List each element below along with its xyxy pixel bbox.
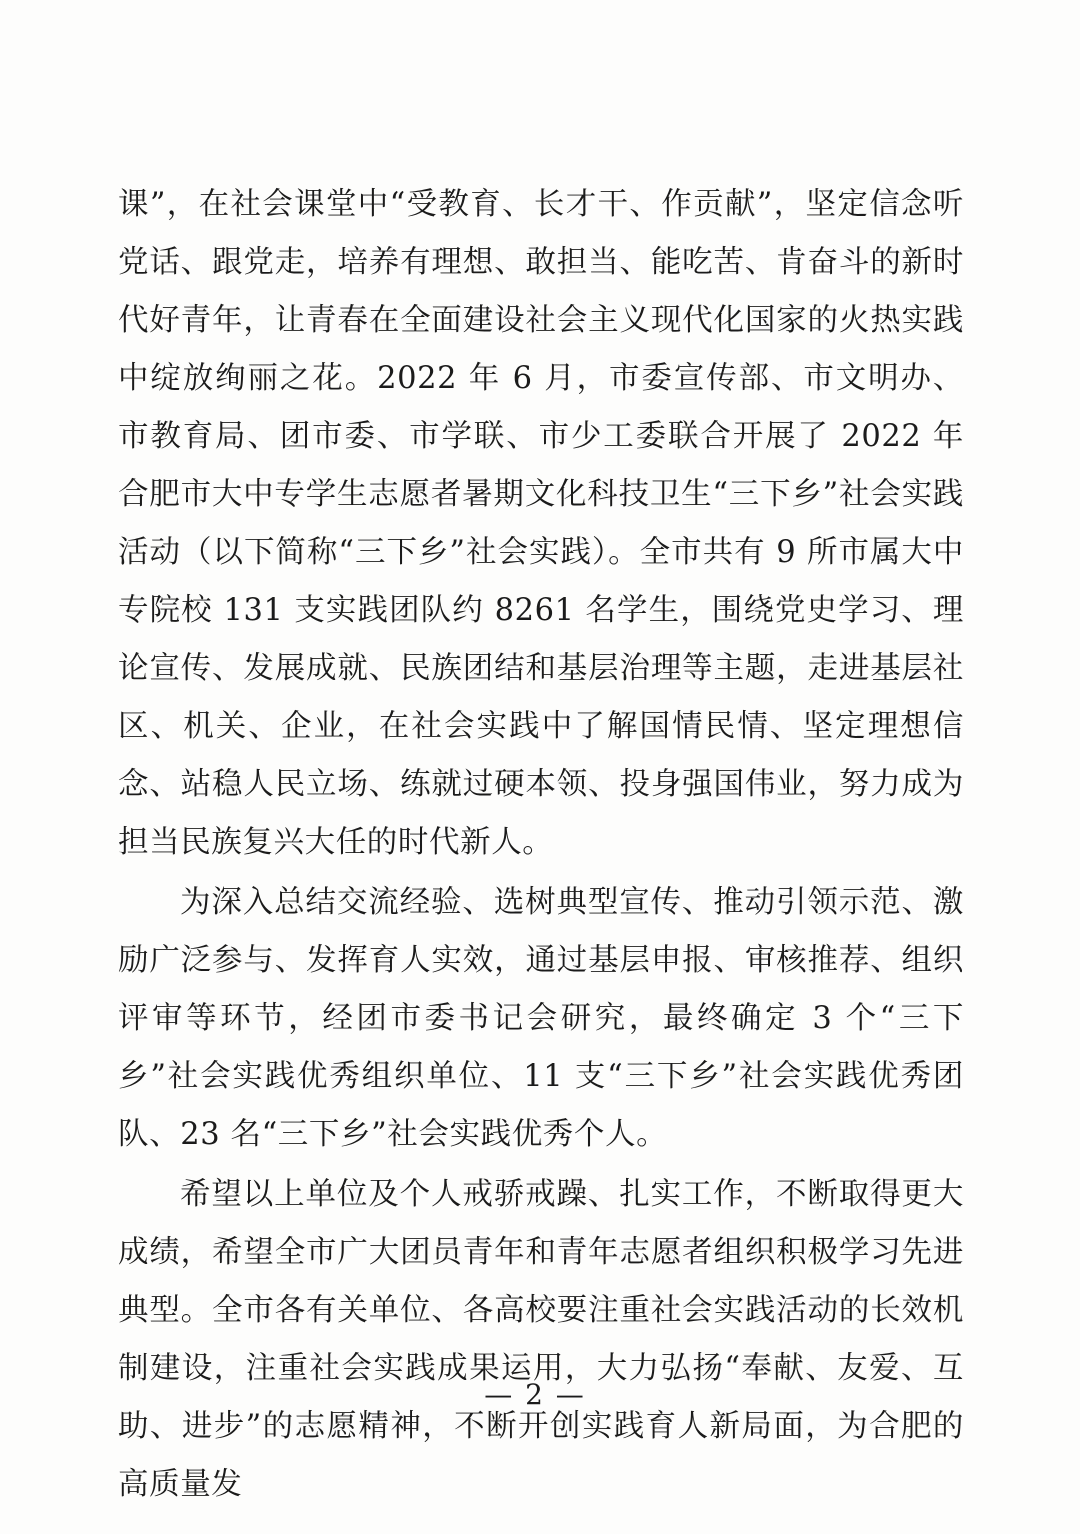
page-number-text: — 2 — bbox=[484, 1378, 586, 1411]
page-number bbox=[0, 1378, 1080, 1411]
paragraph-hope: 希望以上单位及个人戒骄戒躁、扎实工作，不断取得更大成绩，希望全市广大团员青年和青年志愿者组织积极学习先进典型。全市各有关单位、各高校要注重社会实践活动的长效机制建设，注重社会实践成果运用，大力弘扬“奉献、友爱、互助、进步”的志愿精神，不断开创实践育人新局面，为合肥的高质量发 bbox=[118, 1177, 964, 1502]
paragraph-summary: 为深入总结交流经验、选树典型宣传、推动引领示范、激励广泛参与、发挥育人实效，通过基层申报、审核推荐、组织评审等环节，经团市委书记会研究，最终确定 3 个“三下乡”社会实践优秀组织单位、11 支“三下乡”社会实践优秀团队、23 名“三下乡”社会实践优秀个人。 bbox=[118, 885, 964, 1152]
document-body bbox=[118, 176, 964, 1516]
paragraph-continued: 课”，在社会课堂中“受教育、长才干、作贡献”，坚定信念听党话、跟党走，培养有理想、敢担当、能吃苦、肯奋斗的新时代好青年，让青春在全面建设社会主义现代化国家的火热实践中绽放绚丽之花。2022 年 6 月，市委宣传部、市文明办、市教育局、团市委、市学联、市少工委联合开展了 2022 年合肥市大中专学生志愿者暑期文化科技卫生“三下乡”社会实践活动（以下简称“三下乡”社会实践）。全市共有 9 所市属大中专院校 131 支实践团队约 8261 名学生，围绕党史学习、理论宣传、发展成就、民族团结和基层治理等主题，走进基层社区、机关、企业，在社会实践中了解国情民情、坚定理想信念、站稳人民立场、练就过硬本领、投身强国伟业，努力成为担当民族复兴大任的时代新人。 bbox=[118, 187, 964, 860]
